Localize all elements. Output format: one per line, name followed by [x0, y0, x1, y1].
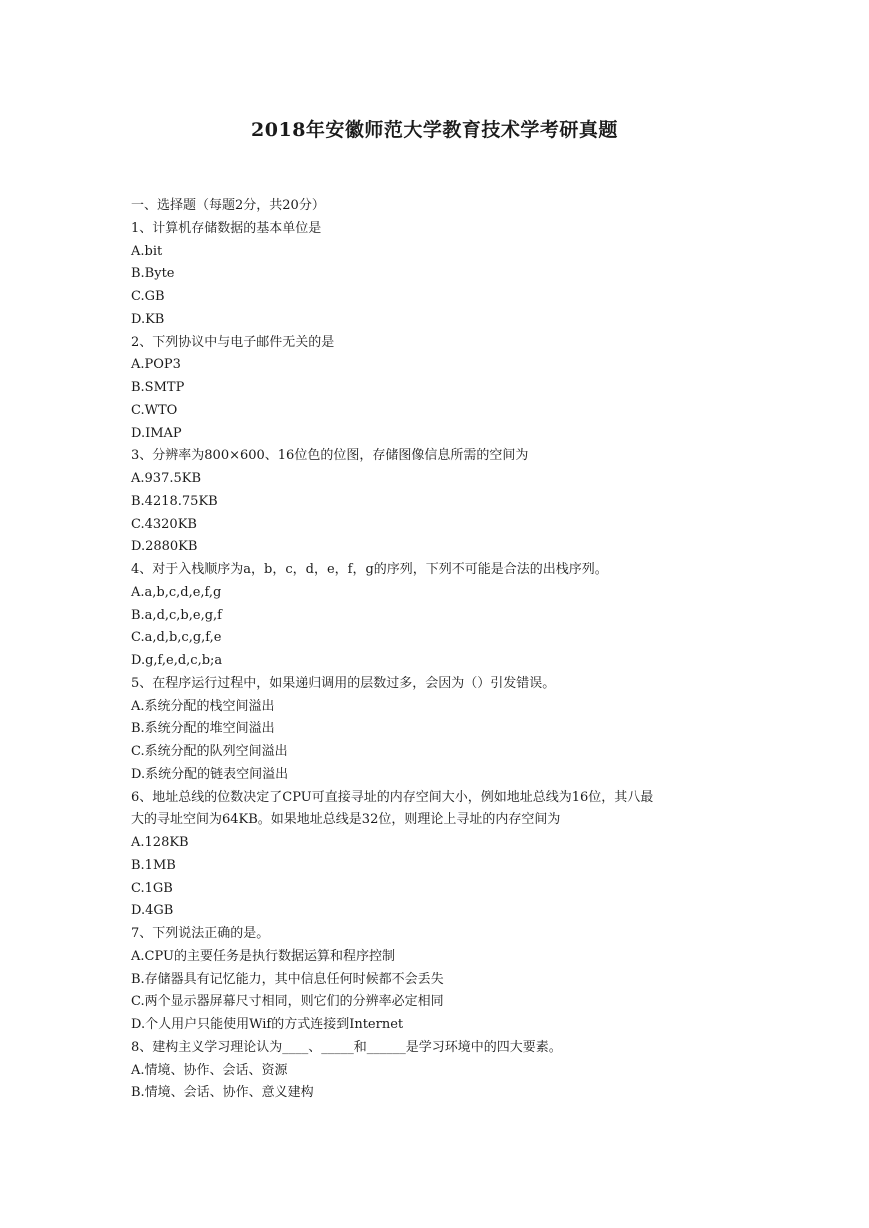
question-option: A.POP3 [131, 357, 181, 373]
question-option: C.GB [131, 289, 165, 304]
question-option: B.1MB [131, 857, 176, 873]
question-stem: 4、对于入栈顺序为a，b，c，d，e，f，g的序列，下列不可能是合法的出栈序列。 [131, 562, 608, 577]
question-stem: 3、分辨率为800×600、16位色的位图，存储图像信息所需的空间为 [131, 448, 529, 464]
question-stem: 6、地址总线的位数决定了CPU可直接寻址的内存空间大小，例如地址总线为16位，其八最 [131, 789, 654, 805]
question-stem: 7、下列说法正确的是。 [131, 926, 270, 941]
question-option: B.情境、会话、协作、意义建构 [131, 1085, 314, 1101]
question-stem-continued: 大的寻址空间为64KB。如果地址总线是32位，则理论上寻址的内存空间为 [131, 812, 561, 828]
question-option: C.a,d,b,c,g,f,e [131, 630, 222, 646]
page-title: 2018年安徽师范大学教育技术学考研真题 [251, 119, 618, 141]
question-option: A.系统分配的栈空间溢出 [131, 698, 275, 714]
question-option: C.WTO [131, 402, 178, 418]
question-option: B.系统分配的堆空间溢出 [131, 721, 275, 737]
section-heading: 一、选择题（每题2分，共20分） [131, 198, 325, 213]
question-stem: 5、在程序运行过程中，如果递归调用的层数过多，会因为（）引发错误。 [131, 675, 556, 691]
question-option: A.bit [131, 243, 163, 259]
question-option: D.2880KB [131, 539, 198, 555]
question-stem: 1、计算机存储数据的基本单位是 [131, 220, 322, 236]
question-option: D.KB [131, 311, 165, 327]
question-option: D.4GB [131, 903, 174, 919]
question-option: C.4320KB [131, 516, 197, 532]
question-option: D.g,f,e,d,c,b;a [131, 653, 223, 668]
question-option: A.情境、协作、会话、资源 [131, 1062, 288, 1078]
question-option: D.IMAP [131, 425, 182, 441]
question-option: C.1GB [131, 880, 173, 896]
question-option: B.a,d,c,b,e,g,f [131, 607, 222, 623]
question-stem: 2、下列协议中与电子邮件无关的是 [131, 334, 335, 350]
question-option: A.937.5KB [131, 471, 202, 486]
question-option: C.两个显示器屏幕尺寸相同，则它们的分辨率必定相同 [131, 994, 444, 1010]
document-body [131, 195, 751, 1105]
question-option: D.个人用户只能使用Wif的方式连接到Internet [131, 1017, 404, 1032]
question-option: B.Byte [131, 266, 175, 282]
question-option: B.4218.75KB [131, 493, 218, 509]
question-option: A.CPU的主要任务是执行数据运算和程序控制 [131, 948, 395, 964]
question-option: D.系统分配的链表空间溢出 [131, 766, 289, 782]
question-option: A.128KB [131, 835, 189, 850]
question-stem: 8、建构主义学习理论认为____、_____和______是学习环境中的四大要素。 [131, 1039, 562, 1055]
question-option: C.系统分配的队列空间溢出 [131, 744, 288, 759]
question-option: A.a,b,c,d,e,f,g [131, 584, 222, 600]
question-option: B.SMTP [131, 380, 185, 395]
question-option: B.存储器具有记忆能力，其中信息任何时候都不会丢失 [131, 971, 444, 987]
